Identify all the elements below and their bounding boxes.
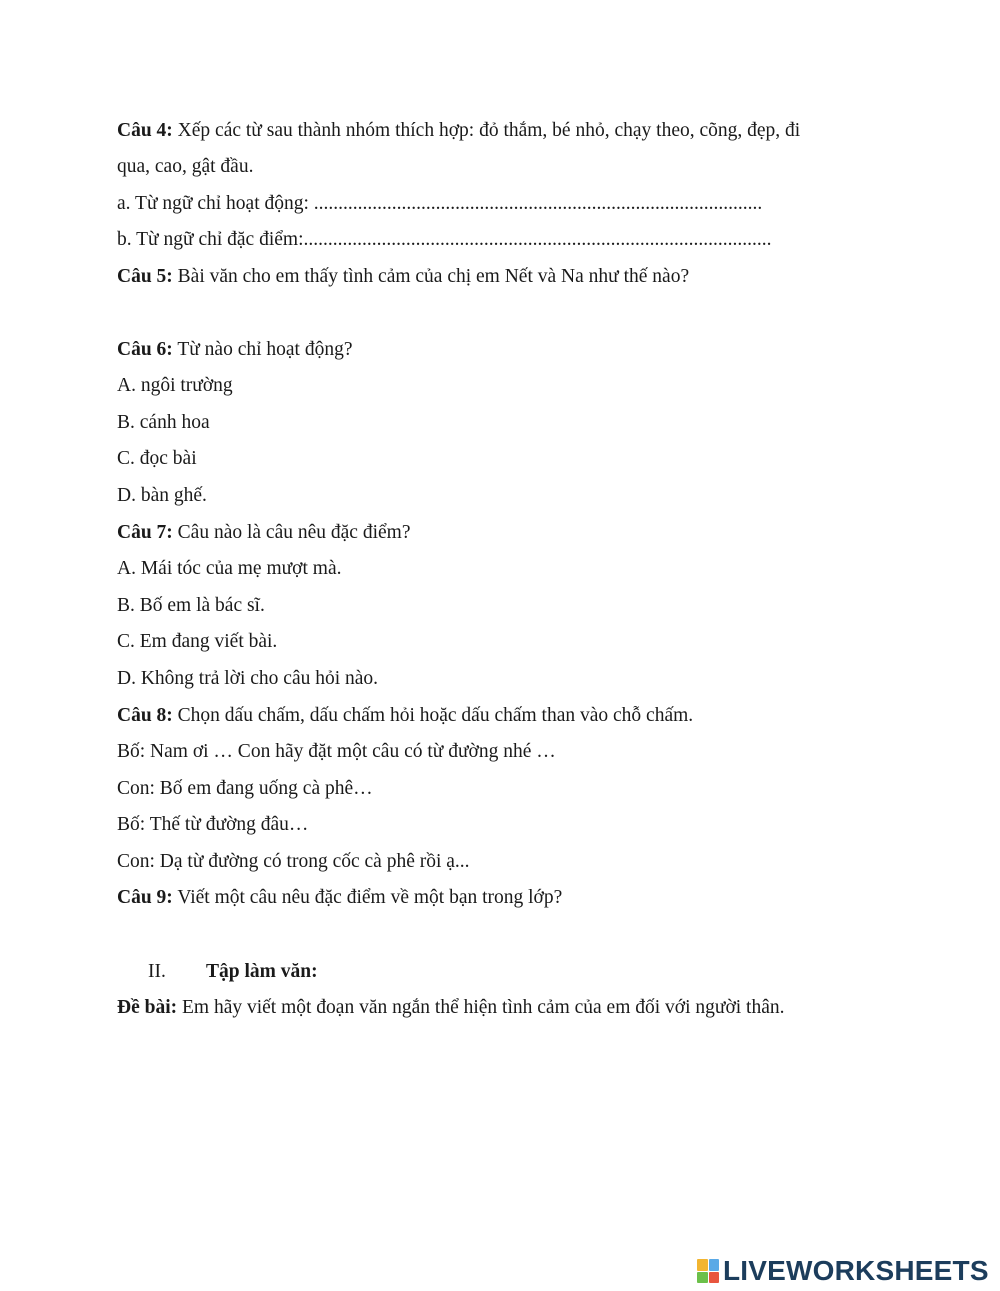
q8-dialogue-4[interactable]: Con: Dạ từ đường có trong cốc cà phê rồi ạ...	[117, 851, 470, 872]
q8-line	[117, 704, 693, 728]
liveworksheets-logo	[697, 1255, 989, 1287]
q8-label: Câu 8:	[117, 705, 173, 726]
q4-text2: qua, cao, gật đầu.	[117, 156, 254, 177]
q5-text: Bài văn cho em thấy tình cảm của chị em Nết và Na như thế nào?	[172, 266, 690, 287]
q5-line	[117, 265, 689, 289]
essay-label: Đề bài:	[117, 997, 178, 1018]
essay-prompt	[117, 996, 785, 1020]
logo-block-2	[709, 1259, 720, 1271]
q4-label: Câu 4:	[117, 120, 173, 141]
q6-label: Câu 6:	[117, 339, 173, 360]
q7-option-c[interactable]: C. Em đang viết bài.	[117, 631, 278, 652]
q9-label: Câu 9:	[117, 887, 173, 908]
q6-option-a[interactable]: A. ngôi trường	[117, 375, 233, 396]
q9-text: Viết một câu nêu đặc điểm về một bạn trong lớp?	[172, 887, 563, 908]
q4-answer-b[interactable]: b. Từ ngữ chỉ đặc điểm:................................................................................................	[117, 229, 772, 250]
q6-option-b[interactable]: B. cánh hoa	[117, 412, 210, 433]
section-title: Tập làm văn:	[206, 961, 318, 982]
q6-text: Từ nào chỉ hoạt động?	[172, 339, 353, 360]
q9-line	[117, 886, 562, 910]
q7-option-a[interactable]: A. Mái tóc của mẹ mượt mà.	[117, 558, 342, 579]
q6-option-c[interactable]: C. đọc bài	[117, 448, 197, 469]
q5-label: Câu 5:	[117, 266, 173, 287]
q6-option-d[interactable]: D. bàn ghế.	[117, 485, 207, 506]
logo-text: LIVEWORKSHEETS	[723, 1255, 989, 1286]
q7-option-b[interactable]: B. Bố em là bác sĩ.	[117, 595, 265, 616]
q8-text: Chọn dấu chấm, dấu chấm hỏi hoặc dấu chấm than vào chỗ chấm.	[172, 705, 694, 726]
section-number: II.	[148, 961, 166, 982]
q7-label: Câu 7:	[117, 522, 173, 543]
logo-blocks-icon	[697, 1259, 719, 1283]
q7-line	[117, 521, 410, 545]
q7-text: Câu nào là câu nêu đặc điểm?	[172, 522, 411, 543]
q4-text1: Xếp các từ sau thành nhóm thích hợp: đỏ thắm, bé nhỏ, chạy theo, cõng, đẹp, đi	[172, 120, 801, 141]
q8-dialogue-2[interactable]: Con: Bố em đang uống cà phê…	[117, 778, 373, 799]
q7-option-d[interactable]: D. Không trả lời cho câu hỏi nào.	[117, 668, 379, 689]
q6-line	[117, 338, 353, 362]
essay-text: Em hãy viết một đoạn văn ngắn thể hiện tình cảm của em đối với người thân.	[177, 997, 785, 1018]
q8-dialogue-3[interactable]: Bố: Thế từ đường đâu…	[117, 814, 309, 835]
logo-block-1	[697, 1259, 708, 1271]
q4-line1	[117, 119, 800, 143]
q8-dialogue-1[interactable]: Bố: Nam ơi … Con hãy đặt một câu có từ đường nhé …	[117, 741, 556, 762]
logo-block-3	[697, 1272, 708, 1284]
q4-answer-a[interactable]: a. Từ ngữ chỉ hoạt động: ............................................................................................	[117, 193, 763, 214]
logo-block-4	[709, 1272, 720, 1284]
